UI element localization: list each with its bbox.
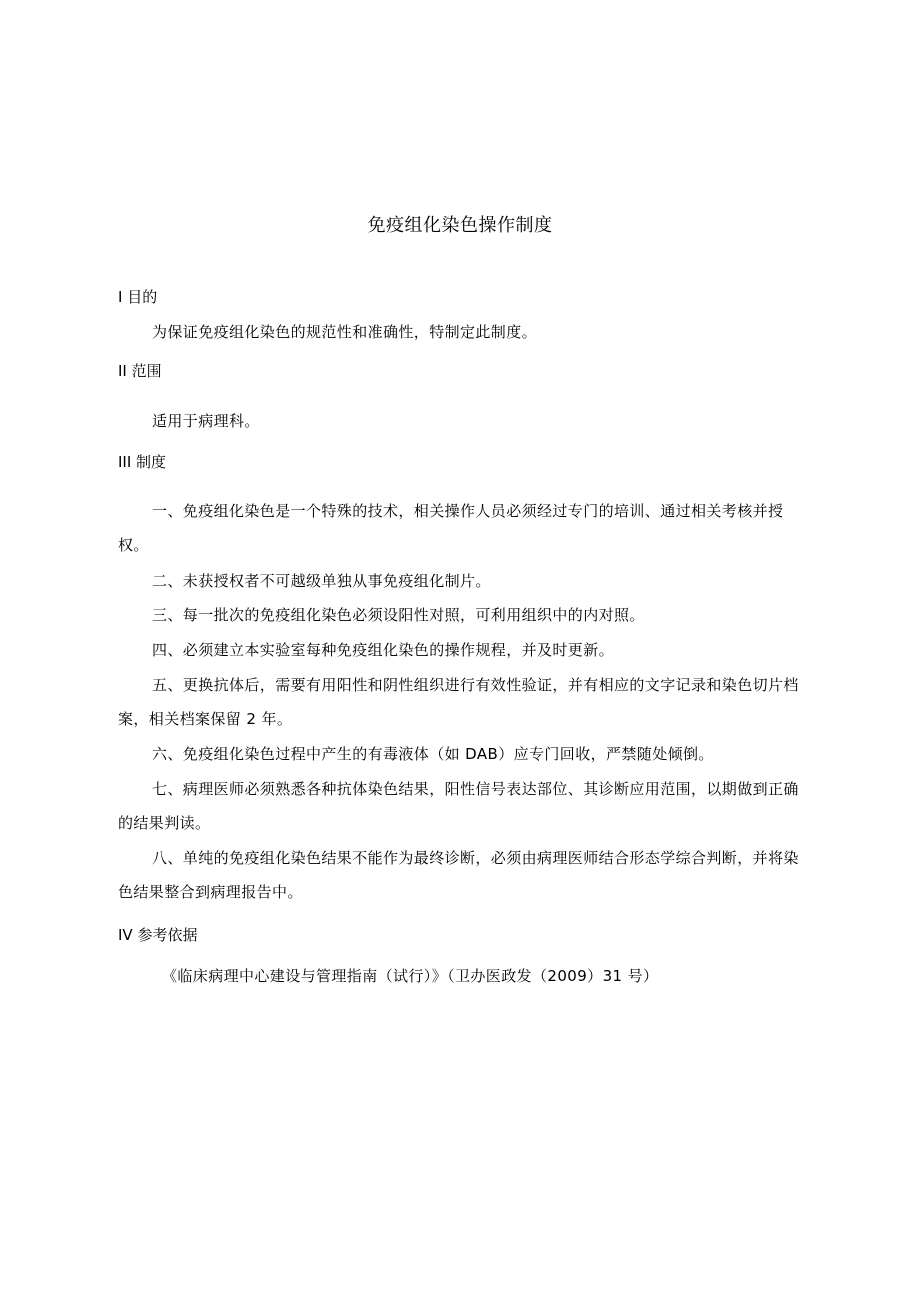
reference-citation: 《临床病理中心建设与管理指南（试行）》（卫办医政发（2009）31 号） <box>162 967 659 985</box>
rule-item-1: 一、免疫组化染色是一个特殊的技术，相关操作人员必须经过专门的培训、通过相关考核并授权。 <box>118 502 784 554</box>
rule-item-3: 三、每一批次的免疫组化染色必须设阳性对照，可利用组织中的内对照。 <box>152 606 645 624</box>
rule-item-5: 五、更换抗体后，需要有用阳性和阴性组织进行有效性验证，并有相应的文字记录和染色切片档案，相关档案保留 2 年。 <box>118 676 799 728</box>
rule-item-7: 七、病理医师必须熟悉各种抗体染色结果，阳性信号表达部位、其诊断应用范围，以期做到正确的结果判读。 <box>118 780 799 832</box>
section-heading-references: IV 参考依据 <box>118 926 198 944</box>
rule-item-4: 四、必须建立本实验室每种免疫组化染色的操作规程，并及时更新。 <box>152 641 615 659</box>
section-text-scope: 适用于病理科。 <box>152 412 260 430</box>
document-title: 免疫组化染色操作制度 <box>367 215 553 236</box>
rule-item-8: 八、单纯的免疫组化染色结果不能作为最终诊断，必须由病理医师结合形态学综合判断，并将染色结果整合到病理报告中。 <box>118 849 799 901</box>
section-heading-purpose: I 目的 <box>118 288 158 306</box>
section-heading-rules: III 制度 <box>118 453 167 471</box>
section-heading-scope: II 范围 <box>118 362 162 380</box>
section-text-purpose: 为保证免疫组化染色的规范性和准确性，特制定此制度。 <box>152 323 538 341</box>
rule-item-2: 二、未获授权者不可越级单独从事免疫组化制片。 <box>152 572 491 590</box>
rule-item-6: 六、免疫组化染色过程中产生的有毒液体（如 DAB）应专门回收，严禁随处倾倒。 <box>152 745 714 763</box>
